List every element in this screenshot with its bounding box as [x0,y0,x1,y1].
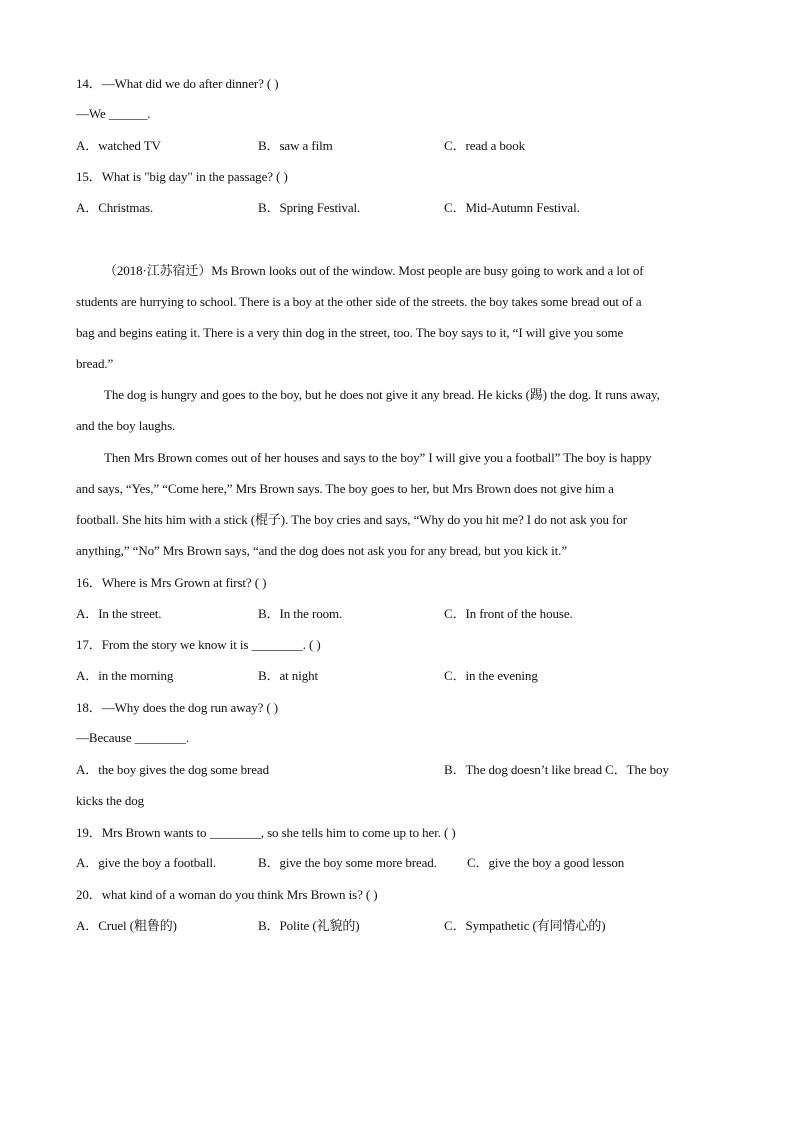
question-19-option-a: A．give the boy a football. [76,855,217,870]
question-15-option-a: A．Christmas. [76,200,154,215]
question-16-stem: 16．Where is Mrs Grown at first? ( ) [76,575,267,590]
question-14-answer-line: —We ______. [76,106,151,121]
question-14-option-c: C．read a book [444,138,526,153]
question-15-stem: 15．What is "big day" in the passage? ( ) [76,169,288,184]
question-19-option-c: C．give the boy a good lesson [467,855,625,870]
question-16-option-a: A．In the street. [76,606,162,621]
question-20-option-a: A．Cruel (粗鲁的) [76,918,177,933]
passage-line: bread.” [76,356,114,371]
passage-line: anything,” “No” Mrs Brown says, “and the dog does not ask you for any bread, but you kick it.” [76,543,567,558]
question-17-option-a: A．in the morning [76,668,174,683]
question-14-option-b: B．saw a film [258,138,333,153]
question-15-option-b: B．Spring Festival. [258,200,361,215]
question-20-option-b: B．Polite (礼貌的) [258,918,360,933]
question-18-answer-line: —Because ________. [76,730,190,745]
question-14-stem: 14．—What did we do after dinner? ( ) [76,76,279,91]
question-19-option-b: B．give the boy some more bread. [258,855,437,870]
question-16-option-c: C．In front of the house. [444,606,573,621]
question-18-option-c-continued: kicks the dog [76,793,145,808]
passage-line: bag and begins eating it. There is a very thin dog in the street, too. The boy says to it, “I will give you some [76,325,624,340]
question-17-option-c: C．in the evening [444,668,538,683]
question-17-stem: 17．From the story we know it is ________. ( ) [76,637,321,652]
question-18-option-a: A．the boy gives the dog some bread [76,762,270,777]
passage-line: and the boy laughs. [76,418,176,433]
question-17-option-b: B．at night [258,668,319,683]
passage-line: football. She hits him with a stick (棍子). The boy cries and says, “Why do you hit me? I do not ask you for [76,512,627,527]
question-19-stem: 19．Mrs Brown wants to ________, so she tells him to come up to her. ( ) [76,825,456,840]
passage-line: （2018·江苏宿迁）Ms Brown looks out of the window. Most people are busy going to work and a lot of [104,263,644,278]
passage-line: The dog is hungry and goes to the boy, but he does not give it any bread. He kicks (踢) the dog. It runs away, [104,387,660,402]
passage-line: Then Mrs Brown comes out of her houses and says to the boy” I will give you a football” The boy is happy [104,450,652,465]
passage-line: students are hurrying to school. There is a boy at the other side of the streets. the boy takes some bread out of a [76,294,642,309]
question-16-option-b: B．In the room. [258,606,343,621]
question-15-option-c: C．Mid-Autumn Festival. [444,200,580,215]
question-18-stem: 18．—Why does the dog run away? ( ) [76,700,279,715]
question-20-option-c: C．Sympathetic (有同情心的) [444,918,606,933]
passage-line: and says, “Yes,” “Come here,” Mrs Brown says. The boy goes to her, but Mrs Brown does not give him a [76,481,614,496]
question-20-stem: 20．what kind of a woman do you think Mrs Brown is? ( ) [76,887,378,902]
question-14-option-a: A．watched TV [76,138,161,153]
question-18-option-b-c: B．The dog doesn’t like bread C．The boy [444,762,669,777]
